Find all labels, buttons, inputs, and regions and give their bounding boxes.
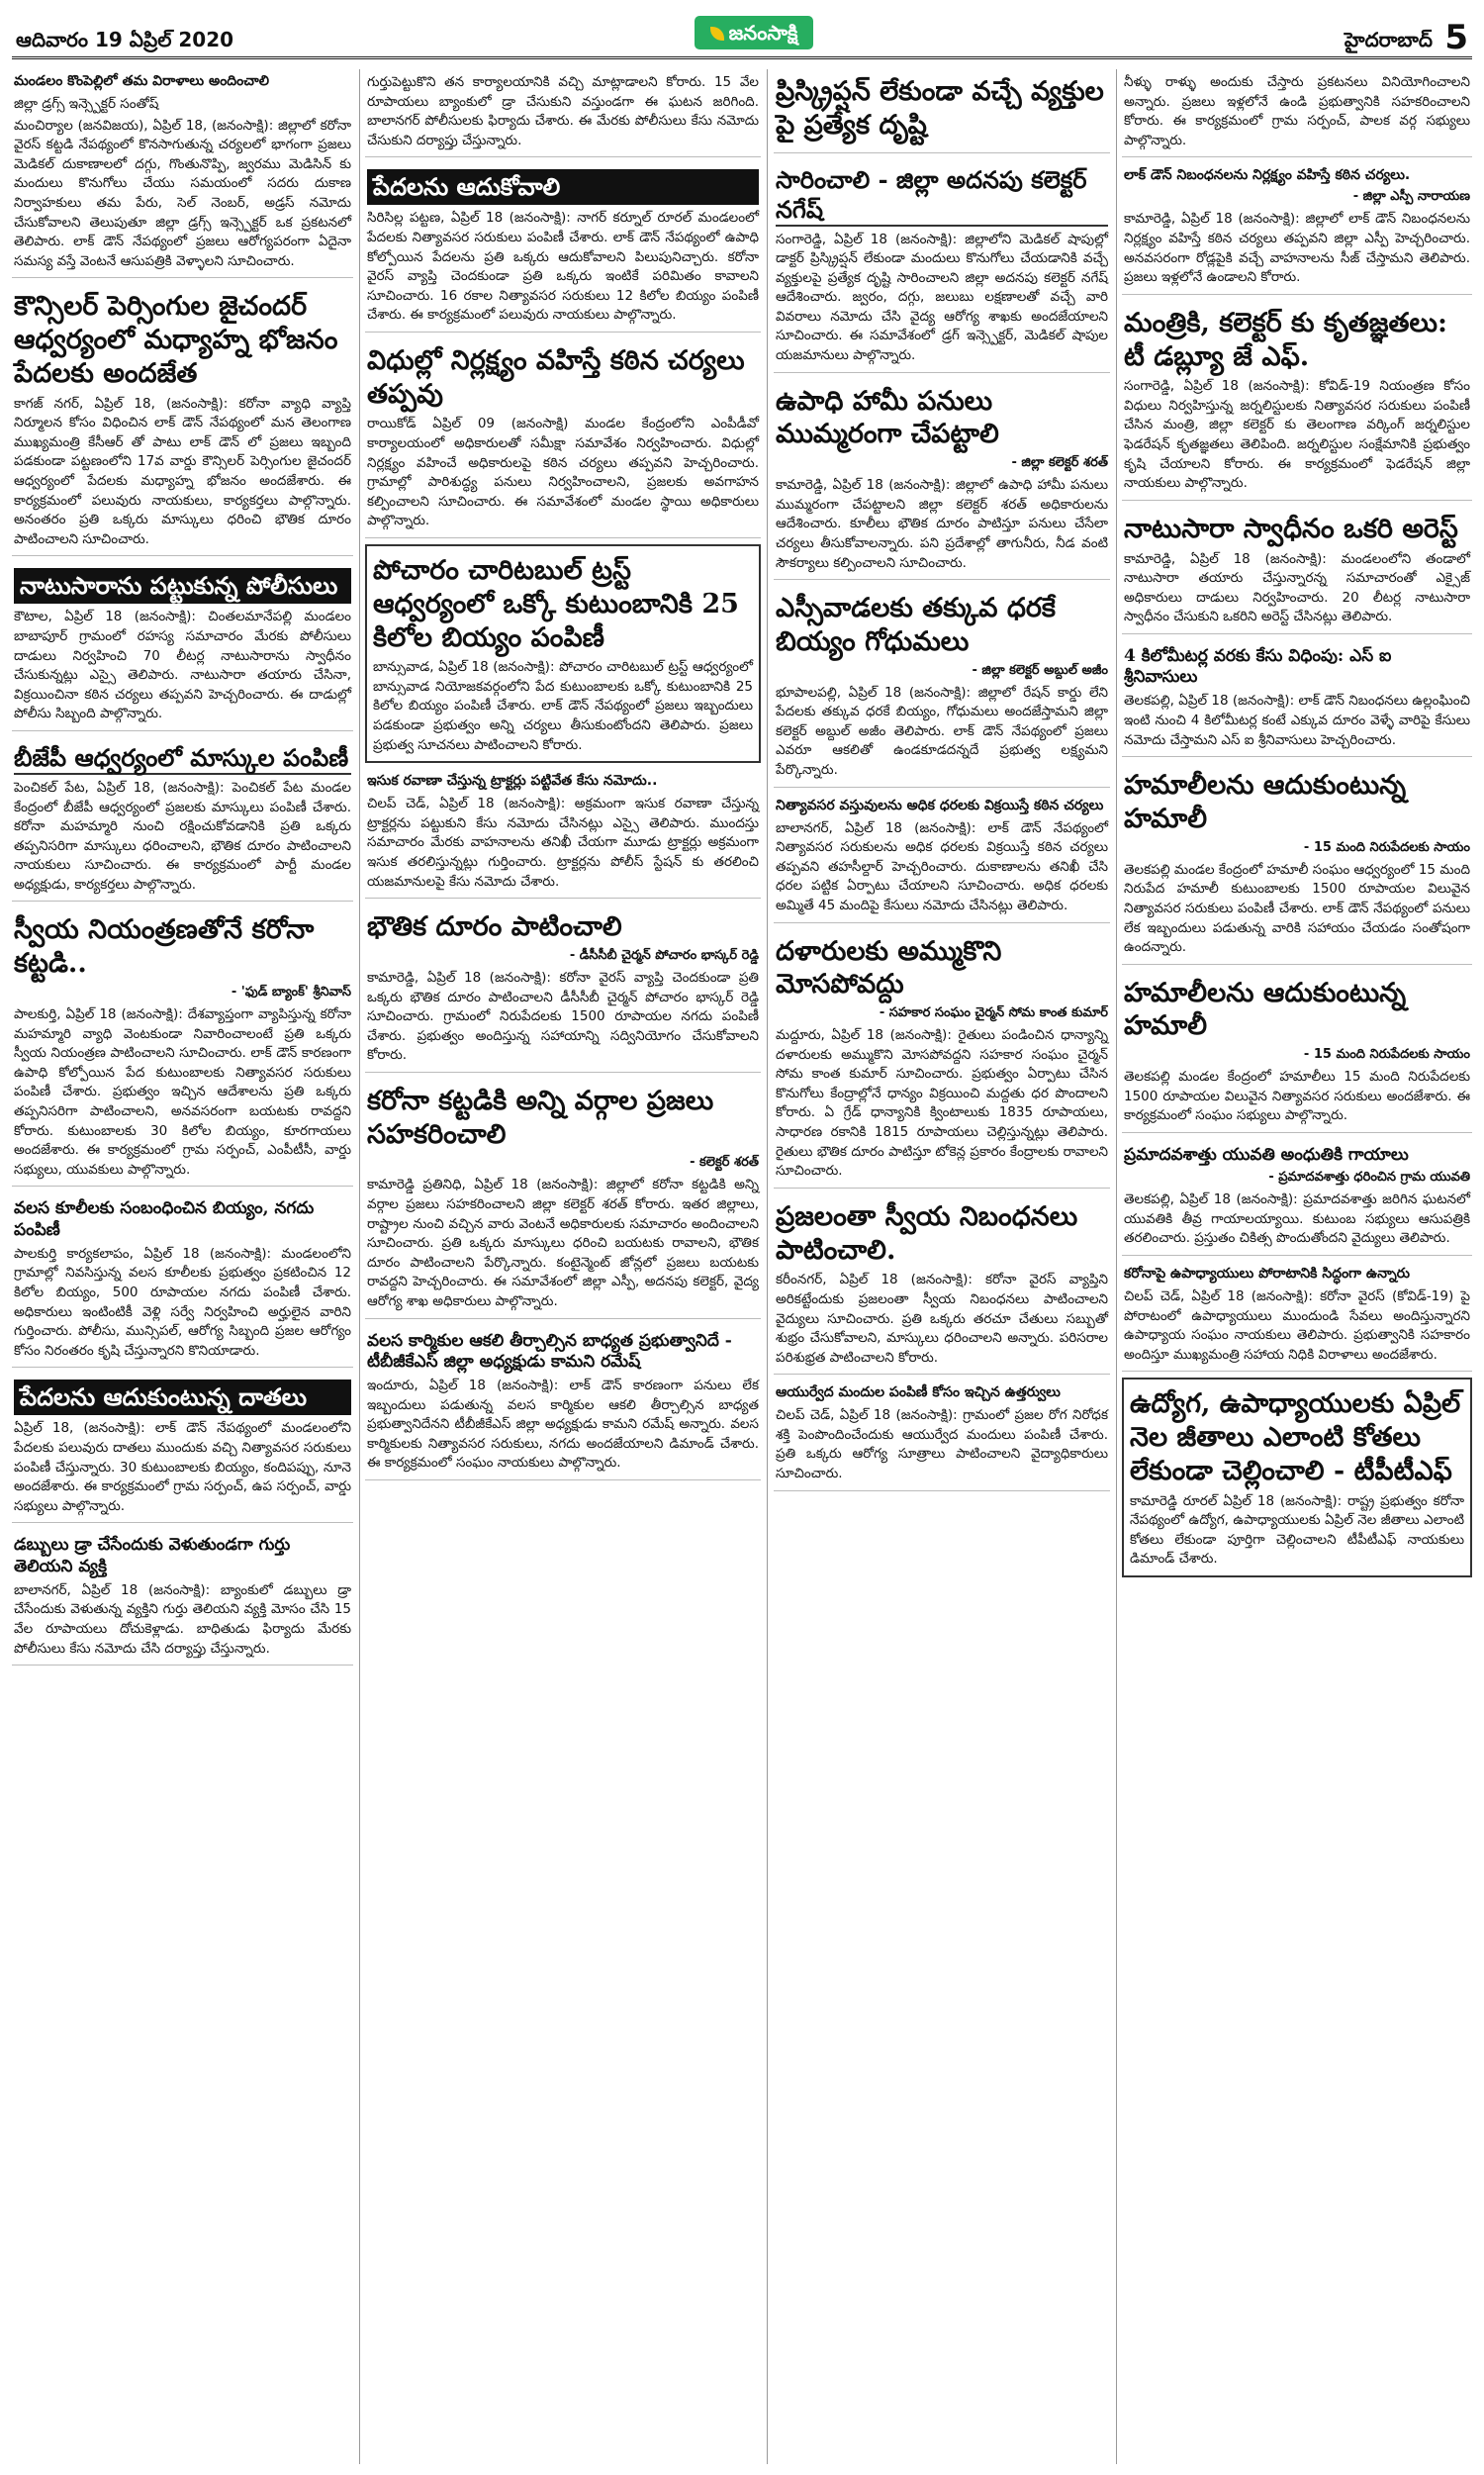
story-byline: - ప్రమాదవశాత్తు ధరించిన గ్రామ యువతి <box>1268 1170 1470 1186</box>
news-story <box>12 284 353 556</box>
newspaper-logo <box>695 16 813 49</box>
story-paragraph: బాలానగర్, ఏప్రిల్ 18 (జనంసాక్షి): లాక్ డౌన్ నేపథ్యంలో నిత్యావసర సరుకులను అధిక ధరలకు విక్రయిస్తే కఠిన చర్యలు తప్పవని తహసీల్దార్ హెచ్చరించారు. దుకాణాలను తనిఖీ చేసి ధరల పట్టిక ఏర్పాటు చేయాలని సూచించారు. అధిక ధరలకు అమ్మితే 45 మందిపై కేసులు నమోదు చేసినట్లు తెలిపారు. <box>776 819 1108 913</box>
news-story <box>365 1325 761 1480</box>
story-byline: - 'ఫుడ్ బ్యాంక్' శ్రీనివాస్ <box>231 984 351 1000</box>
leaf-icon <box>710 27 724 41</box>
story-headline: నాటుసారాను పట్టుకున్న పోలీసులు <box>14 568 351 604</box>
story-paragraph: కాగజ్ నగర్, ఏప్రిల్ 18, (జనంసాక్షి): కరోనా వ్యాధి వ్యాప్తి నిర్మూలన కోసం విధించిన లాక్ డౌన్ నేపథ్యంలో మన తెలంగాణ ముఖ్యమంత్రి కేసీఆర్ తో పాటు లాక్ డౌన్ లో ప్రజలు ఇబ్బంది పడకుండా పట్టణంలోని 17వ వార్డు కౌన్సిలర్ పెర్సింగుల జైచందర్ ఆధ్వర్యంలో పేదలకు మధ్యాహ్న భోజనం అందజేశారు. ఈ కార్యక్రమంలో పలువురు నాయకులు, కార్యకర్తలు పాల్గొన్నారు. అనంతరం ప్రతి ఒక్కరు మాస్కులు ధరించి భౌతిక దూరం పాటించాలని సూచించారు. <box>14 395 351 547</box>
story-paragraph: ఇందూరు, ఏప్రిల్ 18 (జనంసాక్షి): లాక్ డౌన్ కారణంగా పనులు లేక ఇబ్బందులు పడుతున్న వలస కార్మికుల ఆకలి తీర్చాల్సిన బాధ్యత ప్రభుత్వానిదేనని టీబీజీకేఎస్ జిల్లా అధ్యక్షుడు కామని రమేష్ అన్నారు. వలస కార్మికులకు నిత్యావసర సరుకులు, నగదు అందజేయాలని డిమాండ్ చేశారు. ఈ కార్యక్రమంలో సంఘం నాయకులు పాల్గొన్నారు. <box>367 1378 759 1472</box>
story-paragraph: కామారెడ్డి, ఏప్రిల్ 18 (జనంసాక్షి): జిల్లాలో లాక్ డౌన్ నిబంధనలను నిర్లక్ష్యం వహిస్తే కఠిన చర్యలు తప్పవని జిల్లా ఎస్పీ హెచ్చరించారు. అనవసరంగా రోడ్లపైకి వచ్చే వాహనాలను సీజ్ చేస్తామని తెలిపారు. ప్రజలు ఇళ్లలోనే ఉండాలని కోరారు. <box>1124 211 1470 286</box>
news-story <box>774 1194 1110 1375</box>
story-paragraph: మద్దూరు, ఏప్రిల్ 18 (జనంసాక్షి): రైతులు పండించిన ధాన్యాన్ని దళారులకు అమ్ముకొని మోసపోవద్దని సహకార సంఘం చైర్మన్ సోమ కాంత కుమార్ సూచించారు. ప్రభుత్వం ఏర్పాటు చేసిన కొనుగోలు కేంద్రాల్లోనే ధాన్యం విక్రయించి మద్దతు ధర పొందాలని కోరారు. ఏ గ్రేడ్ ధాన్యానికి క్వింటాలుకు 1835 రూపాయలు, సాధారణ రకానికి 1815 రూపాయలు చెల్లిస్తున్నట్లు తెలిపారు. రైతులు భౌతిక దూరం పాటిస్తూ టోకెన్ల ప్రకారం కేంద్రాలకు రావాలని సూచించారు. <box>776 1027 1108 1180</box>
story-headline: 4 కిలోమీటర్ల వరకు కేసు విధింపు: ఎస్ ఐ శ్రీనివాసులు <box>1124 645 1392 688</box>
story-paragraph: సంగారెడ్డి, ఏప్రిల్ 18 (జనంసాక్షి): కోవిడ్-19 నియంత్రణ కోసం విధులు నిర్వహిస్తున్న జర్నలిస్టులకు నిత్యావసర సరుకులు పంపిణీ చేసిన మంత్రి, జిల్లా కలెక్టర్ కు తెలంగాణ వర్కింగ్ జర్నలిస్టుల ఫెడరేషన్ కృతజ్ఞతలు తెలిపింది. జర్నలిస్టుల సంక్షేమానికి ప్రభుత్వం కృషి చేయాలని కోరారు. ఈ కార్యక్రమంలో ఫెడరేషన్ జిల్లా నాయకులు పాల్గొన్నారు. <box>1124 378 1470 492</box>
story-headline: ప్రమాదవశాత్తు యువతి అంధుతికి గాయాలు <box>1124 1144 1409 1165</box>
story-kicker: మండలం కొంపెల్లిలో తమ విరాళాలు అందించాలి <box>14 73 269 89</box>
story-byline: - కలెక్టర్ శరత్ <box>690 1155 759 1171</box>
news-story <box>12 737 353 903</box>
story-headline: బీజేపీ ఆధ్వర్యంలో మాస్కుల పంపిణీ <box>14 743 351 775</box>
newspaper-page <box>12 69 1472 2464</box>
story-paragraph: తెలకపల్లి, ఏప్రిల్ 18 (జనంసాక్షి): ప్రమాదవశాత్తు జరిగిన ఘటనలో యువతికి తీవ్ర గాయాలయ్యాయి. కుటుంబ సభ్యులు ఆసుపత్రికి తరలించారు. ప్రస్తుతం చికిత్స పొందుతోందని వైద్యులు తెలిపారు. <box>1124 1191 1470 1247</box>
story-headline: కరోనా కట్టడికి అన్ని వర్గాల ప్రజలు సహకరించాలి <box>367 1085 714 1150</box>
news-story <box>774 159 1110 373</box>
story-paragraph: పాలకుర్తి, ఏప్రిల్ 18 (జనంసాక్షి): దేశవ్యాప్తంగా వ్యాపిస్తున్న కరోనా మహమ్మారి వ్యాధి వెంటకుండా నివారించాలంటే ప్రతి ఒక్కరు స్వీయ నియంత్రణ పాటించాలని సూచించారు. లాక్ డౌన్ కారణంగా ఉపాధి కోల్పోయిన పేద కుటుంబాలకు నిత్యావసర సరుకులు పంపిణీ చేశారు. ప్రభుత్వం ఇచ్చిన ఆదేశాలను ప్రతి ఒక్కరు తప్పనిసరిగా పాటించాలని, అనవసరంగా బయటకు రావద్దని కోరారు. కుటుంబాలకు 30 కిలోల బియ్యం, కూరగాయలు అందజేశారు. ఈ కార్యక్రమంలో గ్రామ సర్పంచ్, ఎంపీటీసీ, వార్డు సభ్యులు, యువకులు పాల్గొన్నారు. <box>14 1005 351 1178</box>
news-story <box>774 379 1110 580</box>
news-story <box>774 929 1110 1189</box>
news-story <box>12 907 353 1187</box>
story-byline: - 15 మంది నిరుపేదలకు సాయం <box>1303 839 1470 855</box>
story-paragraph: బాన్సువాడ, ఏప్రిల్ 18 (జనంసాక్షి): పోచారం చారిటబుల్ ట్రస్ట్ ఆధ్వర్యంలో బాన్సువాడ నియోజకవర్గంలోని పేద కుటుంబాలకు ఒక్కో కుటుంబానికి 25 కిలోల బియ్యం పంపిణీ చేశారు. లాక్ డౌన్ నేపథ్యంలో ప్రజలు ఇబ్బందులు పడకుండా ప్రభుత్వం అన్ని చర్యలు తీసుకుంటోందని తెలిపారు. ప్రజలు ప్రభుత్వ సూచనలు పాటించాలని కోరారు. <box>373 659 753 753</box>
story-headline: ప్రజలంతా స్వీయ నిబంధనలు పాటించాలి. <box>776 1200 1078 1266</box>
column-divider <box>1116 69 1117 2464</box>
column-3 <box>774 69 1110 2464</box>
story-paragraph: కామారెడ్డి ప్రతినిధి, ఏప్రిల్ 18 (జనంసాక్షి): జిల్లాలో కరోనా కట్టడికి అన్ని వర్గాల ప్రజలు సహకరించాలని జిల్లా కలెక్టర్ శరత్ కోరారు. ఇతర జిల్లాలు, రాష్ట్రాల నుంచి వచ్చిన వారు వెంటనే అధికారులకు సమాచారం అందించాలని సూచించారు. ప్రతి ఒక్కరు మాస్కులు ధరించి బయటకు రావాలని, భౌతిక దూరం పాటించాలని పేర్కొన్నారు. కంటైన్మెంట్ జోన్లలో ప్రజలు బయటకు రావద్దని హెచ్చరించారు. ఈ సమావేశంలో జిల్లా ఎస్పీ, అదనపు కలెక్టర్, వైద్య ఆరోగ్య శాఖ అధికారులు పాల్గొన్నారు. <box>367 1177 759 1309</box>
news-story <box>1122 1262 1472 1372</box>
news-story <box>774 794 1110 923</box>
story-paragraph: కామారెడ్డి, ఏప్రిల్ 18 (జనంసాక్షి): జిల్లాలో ఉపాధి హామీ పనులు ముమ్మరంగా చేపట్టాలని జిల్లా కలెక్టర్ శరత్ అధికారులను ఆదేశించారు. కూలీలు భౌతిక దూరం పాటిస్తూ పనులు చేసేలా చర్యలు తీసుకోవాలన్నారు. పని ప్రదేశాల్లో తాగునీరు, నీడ వంటి సౌకర్యాలు కల్పించాలని సూచించారు. <box>776 477 1108 571</box>
story-paragraph: పెంచికల్ పేట, ఏప్రిల్ 18, (జనంసాక్షి): పెంచికల్ పేట మండల కేంద్రంలో బీజేపీ ఆధ్వర్యంలో ప్రజలకు మాస్కులు పంపిణీ చేశారు. కరోనా మహమ్మారి నుంచి రక్షించుకోవడానికి ప్రతి ఒక్కరు తప్పనిసరిగా మాస్కులు ధరించాలని, భౌతిక దూరం పాటించాలని నాయకులు సూచించారు. ఈ కార్యక్రమంలో పార్టీ మండల అధ్యక్షుడు, కార్యకర్తలు పాల్గొన్నారు. <box>14 779 351 893</box>
story-paragraph: కామారెడ్డి, ఏప్రిల్ 18 (జనంసాక్షి): మండలంలోని తండాలో నాటుసారా తయారు చేస్తున్నారన్న సమాచారంతో ఎక్సైజ్ అధికారులు దాడులు నిర్వహించారు. 20 లీటర్ల నాటుసారా స్వాధీనం చేసుకుని ఒకరిని అరెస్ట్ చేసినట్లు తెలిపారు. <box>1124 550 1470 625</box>
news-story <box>12 1529 353 1666</box>
issue-date: ఆదివారం 19 ఏప్రిల్ 2020 <box>16 28 234 51</box>
story-headline: వలస కార్మికుల ఆకలి తీర్చాల్సిన బాధ్యత ప్రభుత్వానిదే - టీబీజీకేఎస్ జిల్లా అధ్యక్షుడు కామని రమేష్ <box>367 1330 732 1372</box>
story-paragraph: బాలానగర్, ఏప్రిల్ 18 (జనంసాక్షి): బ్యాంకులో డబ్బులు డ్రా చేసేందుకు వెళుతున్న వ్యక్తిని గుర్తు తెలియని వ్యక్తి మోసం చేసి 15 వేల రూపాయలు దోచుకెళ్లాడు. బాధితుడు ఫిర్యాదు మేరకు పోలీసులు కేసు నమోదు చేసి దర్యాప్తు చేస్తున్నారు. <box>14 1581 351 1657</box>
column-divider <box>359 69 360 2464</box>
news-story <box>774 586 1110 787</box>
edition-city: హైదరాబాద్ <box>1344 28 1433 51</box>
news-story <box>365 769 761 899</box>
story-headline: భౌతిక దూరం పాటించాలి <box>367 911 622 943</box>
news-story <box>1122 1378 1472 1577</box>
news-story <box>365 163 761 333</box>
news-story <box>1122 971 1472 1133</box>
story-headline: విధుల్లో నిర్లక్ష్యం వహిస్తే కఠిన చర్యలు తప్పవు <box>367 344 745 410</box>
story-headline: కౌన్సిలర్ పెర్సింగుల జైచందర్ ఆధ్వర్యంలో మధ్యాహ్న భోజనం పేదలకు అందజేత <box>14 291 338 389</box>
story-paragraph: చిలప్ చెడ్, ఏప్రిల్ 18 (జనంసాక్షి): అక్రమంగా ఇసుక రవాణా చేస్తున్న ట్రాక్టర్లను పట్టుకుని కేసు నమోదు చేసినట్లు ఎస్సై తెలిపారు. ముందస్తు సమాచారం మేరకు వాహనాలను తనిఖీ చేయగా మూడు ట్రాక్టర్లు అక్రమంగా ఇసుక తరలిస్తున్నట్లు గుర్తించారు. ట్రాక్టర్లను పోలీస్ స్టేషన్ కు తరలించి యజమానులపై కేసు నమోదు చేశారు. <box>367 796 759 890</box>
story-byline: - డీసీసీబీ చైర్మన్ పోచారం భాస్కర్ రెడ్డి <box>569 947 759 963</box>
story-headline: పేదలను ఆదుకోవాలి <box>367 169 759 205</box>
news-story <box>1122 69 1472 157</box>
story-kicker: ఇసుక రవాణా చేస్తున్న ట్రాక్టర్లు పట్టివేత కేసు నమోదు.. <box>367 773 658 790</box>
news-story <box>12 1374 353 1523</box>
story-headline: పేదలను ఆదుకుంటున్న దాతలు <box>14 1380 351 1415</box>
story-kicker: ఆయుర్వేద మందుల పంపిణీ కోసం ఇచ్చిన ఉత్తర్వులు <box>776 1384 1061 1401</box>
story-kicker: నిత్యావసర వస్తువులను అధిక ధరలకు విక్రయిస్తే కఠిన చర్యలు <box>776 797 1104 813</box>
masthead <box>12 8 1472 59</box>
news-story <box>1122 1139 1472 1256</box>
logo-text: జనంసాక్షి <box>728 21 798 45</box>
story-byline: - జిల్లా కలెక్టర్ శరత్ <box>1011 455 1108 471</box>
story-paragraph: మంచిర్యాల (జనవిజయ), ఏప్రిల్ 18, (జనంసాక్షి): జిల్లాలో కరోనా వైరస్ కట్టడి నేపథ్యంలో కొనసాగుతున్న చర్యలలో భాగంగా ప్రజలు మెడికల్ దుకాణాలలో దగ్గు, గొంతునొప్పి, జ్వరము మెడిసిన్ కు మందులు కొనుగోలు చేయు సమయంలో సదరు దుకాణ నిర్వాహకులు తమ పేరు, సెల్ నెంబర్, అడ్రస్ నమోదు చేసుకోవాలని తెలుపుతూ జిల్లా డ్రగ్స్ ఇన్స్పెక్టర్ ఒక ప్రకటనలో తెలిపారు. లాక్ డౌన్ నేపథ్యంలో ప్రజలు ఆరోగ్యపరంగా ఏదైనా సమస్య వస్తే వెంటనే ఆసుపత్రికి వెళ్ళాలని సూచించారు. <box>14 117 351 269</box>
news-story <box>12 69 353 278</box>
story-paragraph: రాయికోడ్ ఏప్రిల్ 09 (జనంసాక్షి) మండల కేంద్రంలోని ఎంపీడీవో కార్యాలయంలో అధికారులతో సమీక్షా సమావేశం నిర్వహించారు. విధుల్లో నిర్లక్ష్యం వహించే అధికారులపై కఠిన చర్యలు తప్పవని హెచ్చరించారు. గ్రామాల్లో పారిశుద్ధ్య పనులు నిర్వహించాలని, ప్రజలకు అవగాహన కల్పించాలని సూచించారు. ఈ సమావేశంలో మండల స్థాయి అధికారులు పాల్గొన్నారు. <box>367 416 759 529</box>
story-paragraph: ఏప్రిల్ 18, (జనంసాక్షి): లాక్ డౌన్ నేపథ్యంలో మండలంలోని పేదలకు పలువురు దాతలు ముందుకు వచ్చి నిత్యావసర సరుకులు పంపిణీ చేస్తున్నారు. 30 కుటుంబాలకు బియ్యం, కందిపప్పు, నూనె అందజేశారు. ఈ కార్యక్రమంలో గ్రామ సర్పంచ్, ఉప సర్పంచ్, వార్డు సభ్యులు పాల్గొన్నారు. <box>14 1420 351 1514</box>
story-paragraph: జిల్లా డ్రగ్స్ ఇన్స్పెక్టర్ సంతోష్ <box>14 96 159 112</box>
news-story <box>365 904 761 1073</box>
story-paragraph: కామారెడ్డి, ఏప్రిల్ 18 (జనంసాక్షి): కరోనా వైరస్ వ్యాప్తి చెందకుండా ప్రతి ఒక్కరు భౌతిక దూరం పాటించాలని డీసీసీబీ చైర్మన్ పోచారం భాస్కర్ రెడ్డి సూచించారు. గ్రామంలో నిరుపేదలకు 1500 రూపాయల నగదు పంపిణీ చేశారు. ప్రభుత్వం అందిస్తున్న సహాయాన్ని సద్వినియోగం చేసుకోవాలని కోరారు. <box>367 969 759 1064</box>
story-paragraph: చిలప్ చెడ్, ఏప్రిల్ 18 (జనంసాక్షి): కరోనా వైరస్ (కోవిడ్-19) పై పోరాటంలో ఉపాధ్యాయులు ముందుండి సేవలు అందిస్తున్నారని ఉపాధ్యాయ సంఘం నాయకులు తెలిపారు. ప్రభుత్వానికి సహకారం అందిస్తూ ముఖ్యమంత్రి సహాయ నిధికి విరాళాలు అందజేశారు. <box>1124 1288 1470 1363</box>
story-paragraph: పాలకుర్తి కార్యకలాపం, ఏప్రిల్ 18 (జనంసాక్షి): మండలంలోని గ్రామాల్లో నివసిస్తున్న వలస కూలీలకు ప్రభుత్వం ప్రకటించిన 12 కిలోల బియ్యం, 500 రూపాయల నగదు పంపిణీ చేశారు. అధికారులు ఇంటింటికీ వెళ్లి సర్వే నిర్వహించి అర్హులైన వారిని గుర్తించారు. పోలీసు, మున్సిపల్, ఆరోగ్య సిబ్బంది ప్రజల ఆరోగ్యం కోసం నిరంతరం కృషి చేస్తున్నారని కొనియాడారు. <box>14 1245 351 1359</box>
story-headline: ఉద్యోగ, ఉపాధ్యాయులకు ఏప్రిల్ నెల జీతాలు ఎలాంటి కోతలు లేకుండా చెల్లించాలి - టీపీటీఎఫ్ <box>1130 1388 1461 1486</box>
news-story <box>12 1192 353 1368</box>
story-headline: డబ్బులు డ్రా చేసేందుకు వెళుతుండగా గుర్తు తెలియని వ్యక్తి <box>14 1535 291 1576</box>
story-kicker: కరోనాపై ఉపాధ్యాయులు పోరాటానికి సిద్ధంగా ఉన్నారు <box>1124 1266 1410 1282</box>
story-kicker: లాక్ డౌన్ నిబంధనలను నిర్లక్ష్యం వహిస్తే కఠిన చర్యలు. <box>1124 167 1411 184</box>
column-4 <box>1122 69 1472 2464</box>
news-story <box>1122 163 1472 294</box>
story-headline: స్వీయ నియంత్రణతోనే కరోనా కట్టడి.. <box>14 914 315 980</box>
story-headline: వలస కూలీలకు సంబంధించిన బియ్యం, నగదు పంపిణీ <box>14 1198 315 1240</box>
news-story <box>365 544 761 763</box>
story-paragraph: సంగారెడ్డి, ఏప్రిల్ 18 (జనంసాక్షి): జిల్లాలోని మెడికల్ షాపుల్లో డాక్టర్ ప్రిస్క్రిప్షన్ లేకుండా మందులు కొనుగోలు చేయడానికి వచ్చే వ్యక్తులపై ప్రత్యేక దృష్టి సారించాలని జిల్లా అదనపు కలెక్టర్ నగేష్ ఆదేశించారు. జ్వరం, దగ్గు, జలుబు లక్షణాలతో వచ్చే వారి వివరాలు నమోదు చేసి వైద్య ఆరోగ్య శాఖకు అందజేయాలని సూచించారు. ఈ సమావేశంలో డ్రగ్ ఇన్స్పెక్టర్, మెడికల్ షాపుల యజమానులు పాల్గొన్నారు. <box>776 231 1108 364</box>
story-paragraph: సిరిసిల్ల పట్టణ, ఏప్రిల్ 18 (జనంసాక్షి): నాగర్ కర్నూల్ రూరల్ మండలంలో పేదలకు నిత్యావసర సరుకులు పంపిణీ చేశారు. లాక్ డౌన్ నేపథ్యంలో ఉపాధి కోల్పోయిన పేదలను ప్రతి ఒక్కరు ఆదుకోవాలని పిలుపునిచ్చారు. కరోనా వైరస్ వ్యాప్తి చెందకుండా ప్రతి ఒక్కరు ఇంటికే పరిమితం కావాలని సూచించారు. 16 రకాల నిత్యావసర సరుకులు 12 కిలోల బియ్యం పంపిణీ చేశారు. ఈ కార్యక్రమంలో పలువురు నాయకులు పాల్గొన్నారు. <box>367 210 759 324</box>
story-byline: - జిల్లా ఎస్పీ నారాయణ <box>1352 189 1470 205</box>
story-headline: దళారులకు అమ్ముకొని మోసపోవద్దు <box>776 935 1002 1000</box>
story-paragraph: గుర్తుపెట్టుకొని తన కార్యాలయానికి వచ్చి మాట్లాడాలని కోరారు. 15 వేల రూపాయలు బ్యాంకులో డ్రా చేసుకుని వస్తుండగా ఈ ఘటన జరిగింది. బాలానగర్ పోలీసులకు ఫిర్యాదు చేశారు. ఈ మేరకు పోలీసులు కేసు నమోదు చేసుకుని దర్యాప్తు చేస్తున్నారు. <box>367 74 759 148</box>
news-story <box>1122 763 1472 964</box>
story-byline: - సహకార సంఘం చైర్మన్ సోమ కాంత కుమార్ <box>879 1005 1108 1021</box>
page-number: 5 <box>1444 18 1468 57</box>
story-paragraph: నీళ్ళు రాళ్ళు అందుకు చేస్తారు ప్రకటనలు వినియోగించాలని అన్నారు. ప్రజలు ఇళ్లలోనే ఉండి ప్రభుత్వానికి సహకరించాలని కోరారు. ఈ కార్యక్రమంలో గ్రామ సర్పంచ్, పాలక వర్గ సభ్యులు పాల్గొన్నారు. <box>1124 74 1470 148</box>
story-paragraph: తెలకపల్లి మండల కేంద్రంలో హమాలీ సంఘం ఆధ్వర్యంలో 15 మంది నిరుపేద హమాలీ కుటుంబాలకు 1500 రూపాయల విలువైన నిత్యావసర సరుకులు పంపిణీ చేశారు. లాక్ డౌన్ నేపథ్యంలో పనులు లేక ఇబ్బందులు పడుతున్న వారికి సహాయం చేయడం సంతోషంగా ఉందన్నారు. <box>1124 861 1470 956</box>
story-headline: మంత్రికి, కలెక్టర్ కు కృతజ్ఞతలు: టీ డబ్ల్యూ జే ఎఫ్. <box>1124 307 1447 372</box>
story-headline: ఎస్సీవాడలకు తక్కువ ధరకే బియ్యం గోధుమలు <box>776 593 1057 657</box>
news-story <box>774 69 1110 153</box>
news-story <box>1122 301 1472 501</box>
column-2 <box>365 69 761 2464</box>
story-paragraph: కౌటాల, ఏప్రిల్ 18 (జనంసాక్షి): చింతలమానేపల్లి మండలం బాబాపూర్ గ్రామంలో రహస్య సమాచారం మేరకు పోలీసులు దాడులు నిర్వహించి 70 లీటర్ల నాటుసారాను స్వాధీనం చేసుకున్నట్లు ఎస్సై తెలిపారు. నాటుసారా తయారు చేసినా, విక్రయించినా కఠిన చర్యలు తప్పవని హెచ్చరించారు. ఈ దాడుల్లో పోలీసు సిబ్బంది పాల్గొన్నారు. <box>14 609 351 722</box>
story-paragraph: చిలప్ చెడ్, ఏప్రిల్ 18 (జనంసాక్షి): గ్రామంలో ప్రజల రోగ నిరోధక శక్తి పెంపొందించేందుకు ఆయుర్వేద మందులు పంపిణీ చేశారు. ప్రతి ఒక్కరు ఆరోగ్య సూత్రాలు పాటించాలని వైద్యాధికారులు సూచించారు. <box>776 1407 1108 1482</box>
story-headline: ఉపాధి హామీ పనులు ముమ్మరంగా చేపట్టాలి <box>776 385 999 450</box>
story-headline: హమాలీలను ఆదుకుంటున్న హమాలీ <box>1124 770 1407 834</box>
story-headline: ప్రిస్క్రిప్షన్ లేకుండా వచ్చే వ్యక్తుల పై ప్రత్యేక దృష్టి <box>776 76 1104 141</box>
story-headline: హమాలీలను ఆదుకుంటున్న హమాలీ <box>1124 977 1407 1042</box>
story-headline: నాటుసారా స్వాధీనం ఒకరి అరెస్ట్ <box>1124 513 1458 544</box>
news-story <box>365 1079 761 1319</box>
news-story <box>365 338 761 538</box>
story-paragraph: తెలకపల్లి, ఏప్రిల్ 18 (జనంసాక్షి): లాక్ డౌన్ నిబంధనలు ఉల్లంఘించి ఇంటి నుంచి 4 కిలోమీటర్ల కంటే ఎక్కువ దూరం వెళ్ళే వారిపై కేసులు నమోదు చేస్తామని ఎస్ ఐ శ్రీనివాసులు హెచ్చరించారు. <box>1124 693 1470 748</box>
news-story <box>1122 507 1472 634</box>
column-divider <box>767 69 768 2464</box>
story-paragraph: భూపాలపల్లి, ఏప్రిల్ 18 (జనంసాక్షి): జిల్లాలో రేషన్ కార్డు లేని పేదలకు తక్కువ ధరకే బియ్యం, గోధుమలు అందజేస్తామని జిల్లా కలెక్టర్ అబ్దుల్ అజీం తెలిపారు. లాక్ డౌన్ నేపథ్యంలో ప్రజలు ఎవరూ ఆకలితో ఉండకూడదన్నదే ప్రభుత్వ లక్ష్యమని పేర్కొన్నారు. <box>776 684 1108 778</box>
news-story <box>1122 640 1472 757</box>
story-byline: - జిల్లా కలెక్టర్ అబ్దుల్ అజీం <box>972 662 1108 678</box>
story-byline: - 15 మంది నిరుపేదలకు సాయం <box>1303 1047 1470 1063</box>
column-1 <box>12 69 353 2464</box>
news-story <box>12 562 353 731</box>
story-headline: పోచారం చారిటబుల్ ట్రస్ట్ ఆధ్వర్యంలో ఒక్కో కుటుంబానికి 25 కిలోల బియ్యం పంపిణీ <box>373 555 739 653</box>
news-story <box>365 69 761 157</box>
story-paragraph: కరీంనగర్, ఏప్రిల్ 18 (జనంసాక్షి): కరోనా వైరస్ వ్యాప్తిని అరికట్టేందుకు ప్రజలంతా స్వీయ నిబంధనలు పాటించాలని వైద్యులు సూచించారు. ప్రతి ఒక్కరు తరచూ చేతులు సబ్బుతో శుభ్రం చేసుకోవాలని, మాస్కులు ధరించాలని అన్నారు. పరిసరాల పరిశుభ్రత పాటించాలని కోరారు. <box>776 1272 1108 1366</box>
story-paragraph: కామారెడ్డి రూరల్ ఏప్రిల్ 18 (జనంసాక్షి): రాష్ట్ర ప్రభుత్వం కరోనా నేపథ్యంలో ఉద్యోగ, ఉపాధ్యాయులకు ఏప్రిల్ నెల జీతాలు ఎలాంటి కోతలు లేకుండా పూర్తిగా చెల్లించాలని టీపీటీఎఫ్ నాయకులు డిమాండ్ చేశారు. <box>1130 1492 1464 1568</box>
story-paragraph: తెలకపల్లి మండల కేంద్రంలో హమాలీలు 15 మంది నిరుపేదలకు 1500 రూపాయల విలువైన నిత్యావసర సరుకులు అందజేశారు. ఈ కార్యక్రమంలో సంఘం సభ్యులు పాల్గొన్నారు. <box>1124 1069 1470 1124</box>
news-story <box>774 1380 1110 1490</box>
story-headline: సారించాలి - జిల్లా అదనపు కలెక్టర్ నగేష్ <box>776 165 1108 227</box>
